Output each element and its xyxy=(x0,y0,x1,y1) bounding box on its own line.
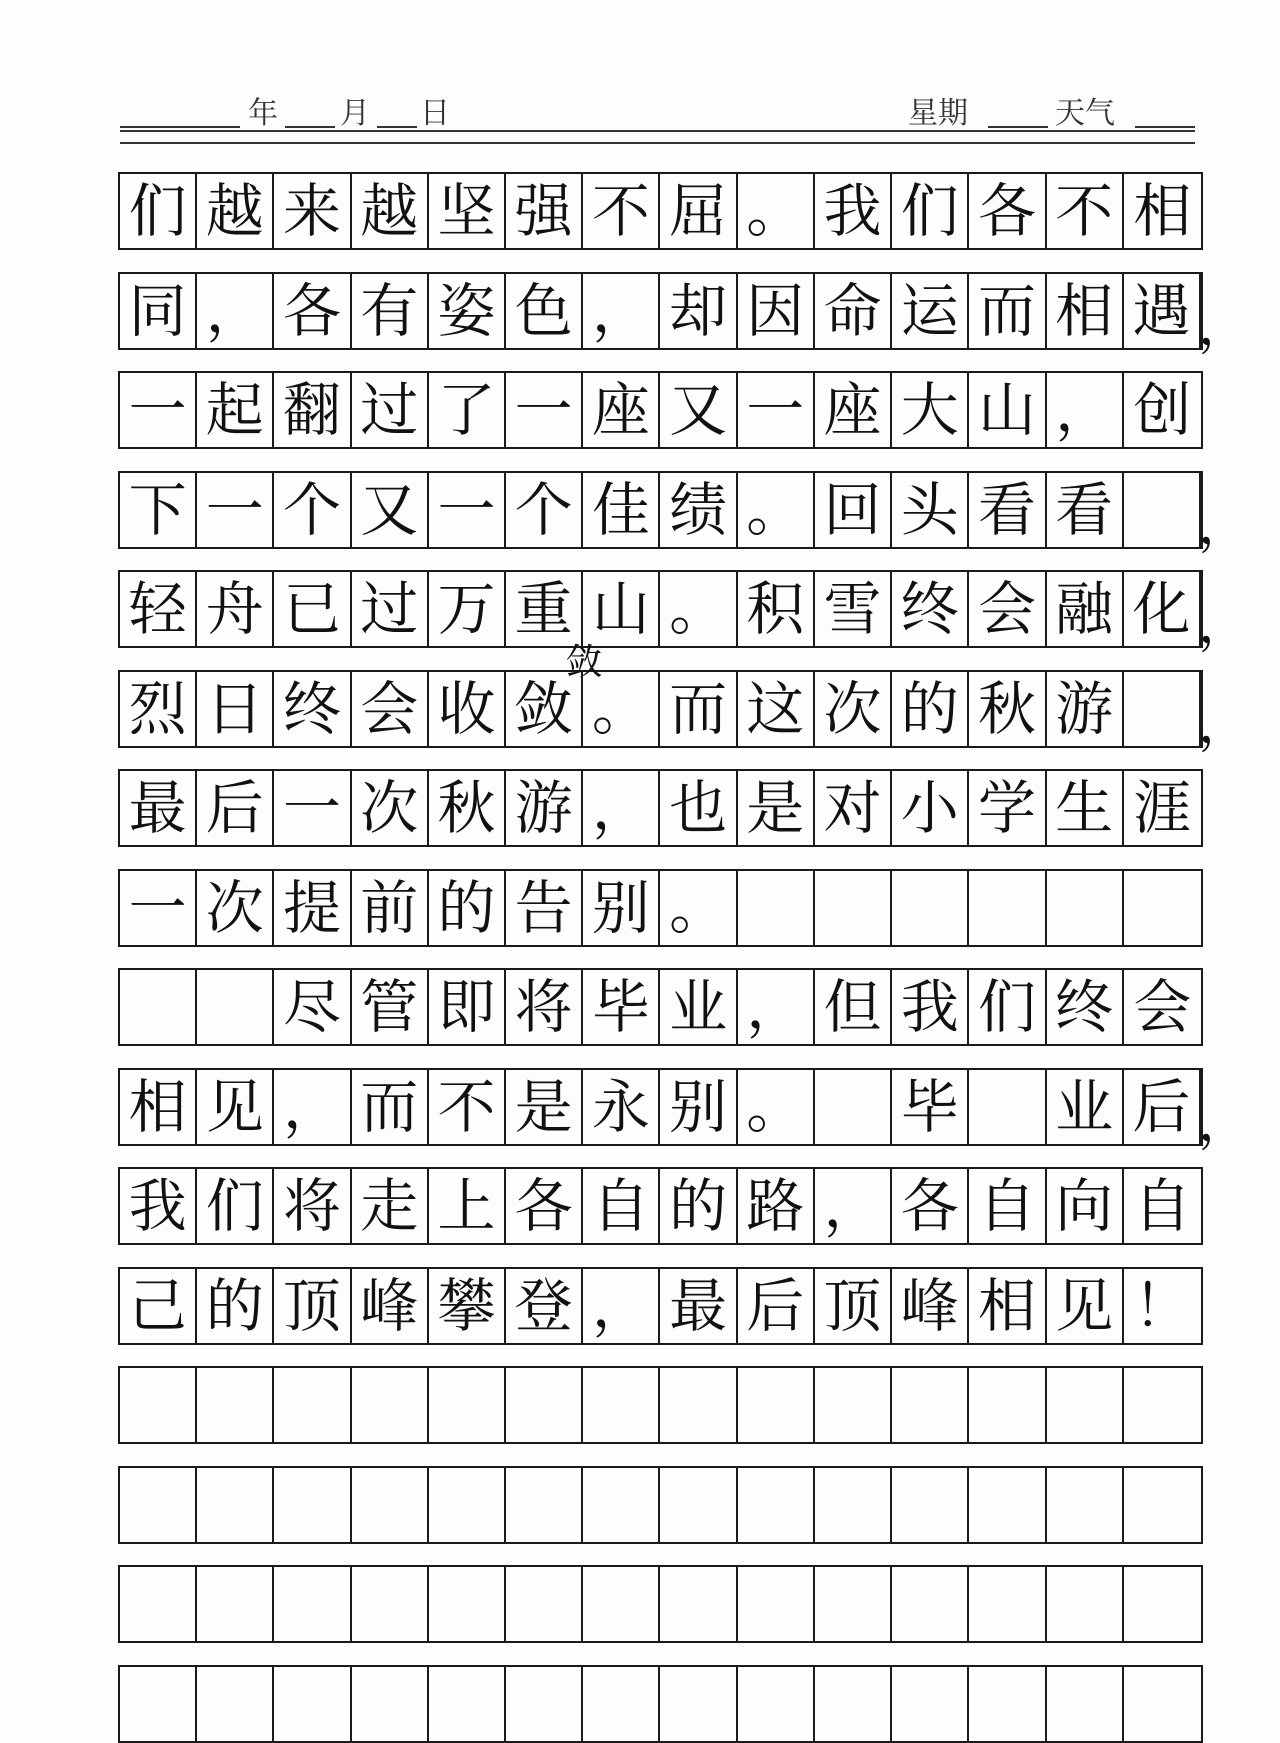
day-label: 日 xyxy=(420,96,450,131)
grid-cell: 雪 xyxy=(815,572,892,646)
grid-cell: 来 xyxy=(274,174,351,248)
grid-cell: ， xyxy=(815,1169,892,1243)
margin-punctuation: ， xyxy=(1198,694,1251,755)
grid-cell: 会 xyxy=(1133,973,1192,1041)
grid-cell: 终 xyxy=(1047,970,1124,1044)
grid-row xyxy=(118,1267,1203,1345)
grid-cell: 相 xyxy=(120,1070,197,1144)
year-label: 年 xyxy=(248,96,278,131)
grid-cell: 。 xyxy=(738,1070,815,1144)
grid-cell: 同 xyxy=(120,274,197,348)
grid-cell: 最 xyxy=(661,1269,738,1343)
grid-cell: 收 xyxy=(429,672,506,746)
grid-row xyxy=(118,172,1203,250)
grid-cell: 一 xyxy=(738,373,815,447)
grid-cell: 已 xyxy=(274,572,351,646)
grid-cell: 相 xyxy=(1047,274,1124,348)
grid-cell: 个 xyxy=(274,473,351,547)
grid-cell: 轻 xyxy=(120,572,197,646)
grid-cell xyxy=(969,871,1046,945)
grid-row xyxy=(118,1167,1203,1245)
grid-cell: 毕 xyxy=(583,970,660,1044)
grid-cell xyxy=(197,1567,274,1641)
grid-cell: 积 xyxy=(738,572,815,646)
grid-cell: 。 xyxy=(661,871,738,945)
grid-cell: 姿 xyxy=(429,274,506,348)
grid-cell: 一 xyxy=(120,373,197,447)
grid-cell: 次 xyxy=(815,672,892,746)
grid-cell xyxy=(969,1667,1046,1741)
header-rule-bottom xyxy=(120,142,1195,144)
grid-cell xyxy=(274,1567,351,1641)
grid-cell: 看 xyxy=(969,473,1046,547)
grid-row xyxy=(118,968,1203,1046)
grid-cell xyxy=(197,970,274,1044)
grid-cell: 这 xyxy=(738,672,815,746)
grid-cell xyxy=(197,1667,274,1741)
grid-row xyxy=(118,1565,1203,1643)
grid-cell: 个 xyxy=(506,473,583,547)
grid-cell xyxy=(661,1368,738,1442)
grid-cell: 顶 xyxy=(274,1269,351,1343)
grid-cell: 日 xyxy=(197,672,274,746)
grid-cell: 佳 xyxy=(583,473,660,547)
grid-cell: 大 xyxy=(892,373,969,447)
grid-cell xyxy=(892,871,969,945)
grid-cell: ！ xyxy=(1133,1271,1192,1340)
grid-cell xyxy=(661,1667,738,1741)
grid-cell xyxy=(815,871,892,945)
grid-cell xyxy=(969,1567,1046,1641)
grid-cell xyxy=(1047,1468,1124,1542)
grid-cell xyxy=(120,1567,197,1641)
grid-row xyxy=(118,1068,1251,1153)
weekday-label: 星期 xyxy=(908,96,968,131)
month-blank xyxy=(285,126,335,128)
grid-cell: 。 xyxy=(583,672,660,746)
grid-cell: 却 xyxy=(661,274,738,348)
grid-cell: ， xyxy=(197,274,274,348)
grid-cell: 我 xyxy=(120,1169,197,1243)
grid-cell: 坚 xyxy=(429,174,506,248)
grid-cell xyxy=(892,1567,969,1641)
grid-cell xyxy=(661,1468,738,1542)
grid-cell: 座 xyxy=(815,373,892,447)
grid-cell xyxy=(120,1468,197,1542)
grid-cell: 的 xyxy=(661,1169,738,1243)
grid-cell: 山 xyxy=(583,572,660,646)
grid-cell: 自 xyxy=(583,1169,660,1243)
grid-cell: 过 xyxy=(352,572,429,646)
grid-cell xyxy=(1124,1567,1201,1641)
grid-cell: ， xyxy=(274,1070,351,1144)
grid-cell: 而 xyxy=(969,274,1046,348)
grid-cell xyxy=(197,1468,274,1542)
grid-cell: 不 xyxy=(429,1070,506,1144)
grid-cell: 起 xyxy=(197,373,274,447)
grid-row xyxy=(118,1665,1203,1743)
grid-cell xyxy=(583,1567,660,1641)
grid-cell xyxy=(352,1667,429,1741)
grid-cell: 会 xyxy=(969,572,1046,646)
grid-cell xyxy=(1124,1368,1201,1442)
grid-cell xyxy=(352,1567,429,1641)
grid-cell: 烈 xyxy=(120,672,197,746)
grid-cell xyxy=(274,1667,351,1741)
grid-cell xyxy=(1124,1468,1201,1542)
grid-cell xyxy=(815,1567,892,1641)
grid-cell: 重 xyxy=(506,572,583,646)
margin-punctuation: ， xyxy=(1198,1092,1251,1153)
grid-cell xyxy=(274,1468,351,1542)
grid-cell xyxy=(120,1368,197,1442)
grid-cell: 化 xyxy=(1124,572,1201,646)
grid-cell xyxy=(120,1667,197,1741)
grid-cell: 。 xyxy=(661,572,738,646)
weather-label: 天气 xyxy=(1055,96,1115,131)
grid-cell: 因 xyxy=(738,274,815,348)
grid-cell: 后 xyxy=(197,771,274,845)
grid-cell: 将 xyxy=(274,1169,351,1243)
grid-cell: 不 xyxy=(583,174,660,248)
grid-cell: 即 xyxy=(429,970,506,1044)
grid-cell: ， xyxy=(1047,373,1124,447)
grid-cell xyxy=(506,1567,583,1641)
header-rule-top xyxy=(120,130,1195,132)
grid-cell: 也 xyxy=(661,771,738,845)
grid-cell: 。 xyxy=(738,174,815,248)
grid-cell: 别 xyxy=(661,1070,738,1144)
grid-cell xyxy=(892,1667,969,1741)
grid-cell: 各 xyxy=(969,174,1046,248)
grid-cell: 过 xyxy=(352,373,429,447)
grid-cell: 运 xyxy=(892,274,969,348)
grid-cell xyxy=(429,1667,506,1741)
grid-cell: 又 xyxy=(661,373,738,447)
grid-cell: 的 xyxy=(197,1269,274,1343)
grid-cell: 次 xyxy=(352,771,429,845)
grid-cell: 敛 xyxy=(506,672,583,746)
grid-cell: 小 xyxy=(892,771,969,845)
grid-cell xyxy=(892,1468,969,1542)
correction-mark: 敛 xyxy=(566,641,603,683)
grid-cell: 了 xyxy=(429,373,506,447)
grid-cell: 会 xyxy=(352,672,429,746)
grid-cell: 将 xyxy=(506,970,583,1044)
grid-cell: 顶 xyxy=(815,1269,892,1343)
grid-cell xyxy=(583,1667,660,1741)
grid-cell: 翻 xyxy=(274,373,351,447)
grid-cell: 回 xyxy=(815,473,892,547)
grid-cell: 秋 xyxy=(429,771,506,845)
grid-row xyxy=(118,471,1251,556)
grid-cell: 融 xyxy=(1047,572,1124,646)
grid-cell: 各 xyxy=(274,274,351,348)
grid-cell: 学 xyxy=(969,771,1046,845)
grid-cell xyxy=(1047,871,1124,945)
grid-cell xyxy=(661,1567,738,1641)
grid-cell: 我 xyxy=(815,174,892,248)
grid-cell xyxy=(429,1368,506,1442)
margin-punctuation: ， xyxy=(1198,595,1251,655)
grid-cell: 万 xyxy=(429,572,506,646)
grid-cell: 攀 xyxy=(429,1269,506,1343)
grid-cell: 终 xyxy=(892,572,969,646)
grid-cell: 们 xyxy=(120,174,197,248)
grid-cell xyxy=(1124,672,1201,746)
grid-cell xyxy=(197,1368,274,1442)
grid-cell: 业 xyxy=(1047,1070,1124,1144)
grid-row xyxy=(118,641,1251,755)
grid-cell: 我 xyxy=(892,970,969,1044)
grid-cell: 强 xyxy=(506,174,583,248)
grid-cell: 一 xyxy=(120,871,197,945)
grid-cell xyxy=(969,1368,1046,1442)
grid-row xyxy=(118,570,1251,655)
grid-cell: 而 xyxy=(661,672,738,746)
grid-cell: 座 xyxy=(583,373,660,447)
grid-cell xyxy=(506,1468,583,1542)
grid-cell xyxy=(352,1368,429,1442)
grid-cell: 告 xyxy=(506,871,583,945)
grid-cell: 见 xyxy=(1047,1269,1124,1343)
grid-cell: 一 xyxy=(197,473,274,547)
grid-cell xyxy=(1047,1667,1124,1741)
year-blank xyxy=(120,126,240,128)
grid-cell: 最 xyxy=(120,771,197,845)
grid-cell: 绩 xyxy=(661,473,738,547)
grid-cell xyxy=(738,871,815,945)
grid-cell xyxy=(1124,473,1201,547)
grid-cell: 头 xyxy=(892,473,969,547)
grid-cell: 后 xyxy=(738,1269,815,1343)
grid-cell: 而 xyxy=(352,1070,429,1144)
grid-cell xyxy=(815,1468,892,1542)
day-blank xyxy=(377,126,417,128)
grid-cell: 各 xyxy=(892,1169,969,1243)
grid-cell: 别 xyxy=(583,871,660,945)
grid-row xyxy=(118,1366,1203,1444)
grid-cell: 越 xyxy=(197,174,274,248)
grid-cell: 看 xyxy=(1047,473,1124,547)
grid-cell: ， xyxy=(583,274,660,348)
grid-cell: 相 xyxy=(1133,177,1192,245)
grid-row xyxy=(118,371,1203,449)
grid-cell xyxy=(274,1368,351,1442)
grid-cell: 各 xyxy=(506,1169,583,1243)
grid-cell: 管 xyxy=(352,970,429,1044)
grid-row xyxy=(118,1466,1203,1544)
grid-cell: 游 xyxy=(506,771,583,845)
grid-cell: 永 xyxy=(583,1070,660,1144)
grid-cell: 有 xyxy=(352,274,429,348)
grid-cell: 的 xyxy=(429,871,506,945)
grid-cell: 们 xyxy=(969,970,1046,1044)
grid-cell xyxy=(815,1368,892,1442)
grid-cell: 次 xyxy=(197,871,274,945)
grid-cell: 路 xyxy=(738,1169,815,1243)
grid-cell xyxy=(120,970,197,1044)
grid-cell xyxy=(738,1368,815,1442)
grid-cell: ， xyxy=(738,970,815,1044)
grid-cell xyxy=(429,1468,506,1542)
grid-cell: 是 xyxy=(738,771,815,845)
grid-cell xyxy=(429,1567,506,1641)
grid-cell: 峰 xyxy=(352,1269,429,1343)
grid-cell: 对 xyxy=(815,771,892,845)
grid-cell: 自 xyxy=(969,1169,1046,1243)
grid-cell: 命 xyxy=(815,274,892,348)
grid-cell: 创 xyxy=(1133,376,1192,444)
grid-cell: 提 xyxy=(274,871,351,945)
grid-cell: 生 xyxy=(1047,771,1124,845)
grid-cell: 登 xyxy=(506,1269,583,1343)
grid-cell: 。 xyxy=(738,473,815,547)
grid-cell: 涯 xyxy=(1133,774,1192,842)
grid-cell xyxy=(506,1368,583,1442)
grid-cell xyxy=(969,1070,1046,1144)
weekday-blank xyxy=(988,126,1048,128)
grid-cell: 又 xyxy=(352,473,429,547)
grid-cell: 一 xyxy=(274,771,351,845)
grid-cell: 一 xyxy=(429,473,506,547)
grid-row xyxy=(118,272,1251,357)
grid-cell: 色 xyxy=(506,274,583,348)
grid-cell: 们 xyxy=(892,174,969,248)
grid-cell: 向 xyxy=(1047,1169,1124,1243)
grid-cell: 上 xyxy=(429,1169,506,1243)
grid-cell: 秋 xyxy=(969,672,1046,746)
grid-cell: 相 xyxy=(969,1269,1046,1343)
grid-cell xyxy=(892,1368,969,1442)
grid-cell: 一 xyxy=(506,373,583,447)
grid-cell: 走 xyxy=(352,1169,429,1243)
grid-cell xyxy=(583,1468,660,1542)
grid-cell: 毕 xyxy=(892,1070,969,1144)
grid-cell: 不 xyxy=(1047,174,1124,248)
grid-cell: 越 xyxy=(352,174,429,248)
grid-cell xyxy=(506,1667,583,1741)
grid-cell xyxy=(1047,1567,1124,1641)
grid-cell xyxy=(815,1070,892,1144)
grid-cell: 下 xyxy=(120,473,197,547)
grid-cell: 舟 xyxy=(197,572,274,646)
grid-cell: 自 xyxy=(1133,1172,1192,1240)
grid-cell xyxy=(738,1667,815,1741)
grid-cell: ， xyxy=(583,771,660,845)
grid-cell xyxy=(1047,1368,1124,1442)
grid-cell xyxy=(1124,871,1201,945)
grid-cell: 见 xyxy=(197,1070,274,1144)
grid-cell: 尽 xyxy=(274,970,351,1044)
grid-cell: 但 xyxy=(815,970,892,1044)
grid-cell: 业 xyxy=(661,970,738,1044)
margin-punctuation: ， xyxy=(1198,296,1251,357)
grid-cell: 遇 xyxy=(1124,274,1201,348)
grid-cell: ， xyxy=(583,1269,660,1343)
grid-cell: 峰 xyxy=(892,1269,969,1343)
grid-cell xyxy=(352,1468,429,1542)
grid-row xyxy=(118,769,1203,847)
grid-cell: 终 xyxy=(274,672,351,746)
grid-cell: 游 xyxy=(1047,672,1124,746)
grid-cell xyxy=(583,1368,660,1442)
grid-cell xyxy=(738,1468,815,1542)
diary-header xyxy=(120,80,1195,150)
grid-cell xyxy=(738,1567,815,1641)
grid-cell: 后 xyxy=(1124,1070,1201,1144)
grid-cell: 前 xyxy=(352,871,429,945)
grid-cell xyxy=(1124,1667,1201,1741)
grid-cell xyxy=(969,1468,1046,1542)
grid-cell: 屈 xyxy=(661,174,738,248)
weather-blank xyxy=(1135,126,1195,128)
grid-cell: 己 xyxy=(120,1269,197,1343)
grid-cell: 们 xyxy=(197,1169,274,1243)
month-label: 月 xyxy=(340,96,370,131)
margin-punctuation: ， xyxy=(1198,495,1251,556)
grid-cell: 是 xyxy=(506,1070,583,1144)
grid-row xyxy=(118,869,1203,947)
grid-cell: 山 xyxy=(969,373,1046,447)
grid-cell: 的 xyxy=(892,672,969,746)
grid-cell xyxy=(815,1667,892,1741)
